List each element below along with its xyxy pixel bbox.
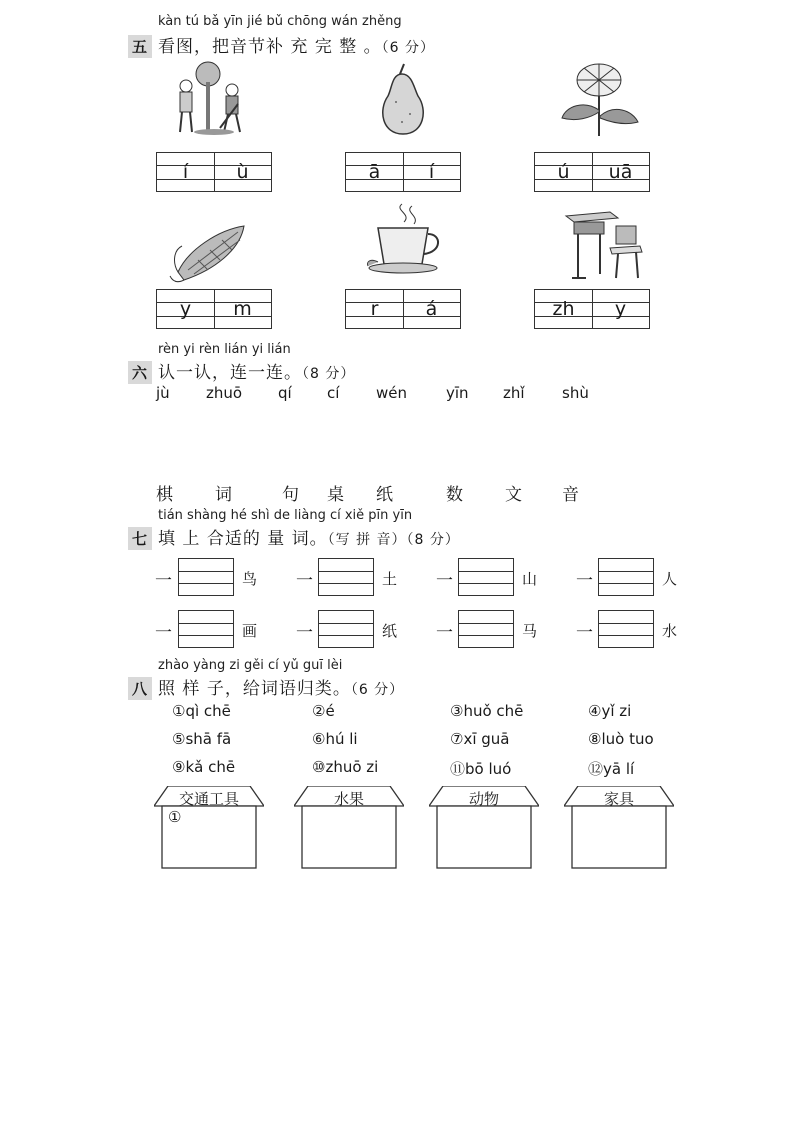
pinyin-grid-4[interactable] [156,289,272,329]
measure-word-box[interactable] [318,610,374,648]
measure-noun: 土 [382,570,398,588]
match-hanzi[interactable]: 纸 [376,485,393,505]
measure-word-box[interactable] [458,610,514,648]
grid-cell: í [182,161,189,183]
corn-icon [168,210,258,286]
category-label: 家具 [603,790,634,808]
match-pinyin[interactable]: zhuō [206,384,243,402]
s6-pinyin: rèn yi rèn lián yi lián [158,342,291,357]
match-pinyin[interactable]: shù [562,384,589,402]
classify-item: ⑨kǎ chē [172,758,236,776]
s5-pinyin: kàn tú bǎ yīn jié bǔ chōng wán zhěng [158,14,402,29]
measure-dash: 一 [436,623,453,643]
measure-dash: 一 [296,623,313,643]
measure-word-box[interactable] [598,610,654,648]
grid-cell: r [370,298,379,320]
pinyin-grid-2[interactable] [345,152,461,192]
s5-title: 看图，把音节补 充 完 整 。 [158,37,382,57]
match-pinyin[interactable]: jù [156,384,170,402]
measure-word-box[interactable] [178,610,234,648]
measure-word-box[interactable] [598,558,654,596]
measure-noun: 鸟 [242,570,258,588]
s7-pinyin: tián shàng hé shì de liàng cí xiě pīn yīn [158,508,413,523]
category-label: 水果 [333,790,364,808]
measure-dash: 一 [576,623,593,643]
measure-dash: 一 [576,571,593,591]
teacup-icon [358,200,448,276]
category-label: 动物 [468,790,499,808]
grid-cell: m [233,298,252,320]
category-label: 交通工具 [178,790,239,808]
measure-noun: 水 [662,622,678,640]
match-hanzi[interactable]: 音 [562,485,579,505]
classify-item: ②é [312,702,335,720]
match-pinyin[interactable]: zhǐ [503,384,525,402]
measure-word-box[interactable] [458,558,514,596]
classify-item: ③huǒ chē [450,702,524,720]
grid-cell: y [179,298,192,320]
grid-cell: zh [552,298,575,320]
classify-item: ⑥hú li [312,730,358,748]
grid-cell: ú [557,161,570,183]
s5-points: （6 分） [381,40,435,56]
match-hanzi[interactable]: 句 [282,485,299,505]
measure-noun: 画 [242,622,258,640]
s8-title: 照 样 子，给词语归类。 [158,679,351,699]
measure-dash: 一 [155,571,172,591]
pinyin-grid-6[interactable] [534,289,650,329]
match-hanzi[interactable]: 词 [215,485,232,505]
measure-noun: 人 [662,570,678,588]
match-pinyin[interactable]: cí [327,384,340,402]
match-pinyin[interactable]: qí [278,384,292,402]
grid-cell: í [428,161,435,183]
classify-item: ④yǐ zi [588,702,632,720]
chrysanthemum-icon [554,60,644,136]
classify-item: ⑪bō luó [450,760,512,778]
s8-title-line [128,674,404,700]
children-planting-tree-icon [168,60,258,136]
grid-cell: uā [608,161,633,183]
s6-title-line [128,358,355,384]
grid-cell: ā [368,161,381,183]
category-example: ① [168,808,182,826]
match-pinyin[interactable]: wén [376,384,408,402]
s5-title-line [128,32,435,58]
measure-noun: 纸 [382,622,398,640]
s7-badge: 七 [128,527,152,550]
match-hanzi[interactable]: 桌 [327,485,344,505]
s8-badge: 八 [128,677,152,700]
measure-dash: 一 [155,623,172,643]
measure-noun: 山 [522,570,538,588]
measure-dash: 一 [296,571,313,591]
match-hanzi[interactable]: 棋 [156,485,173,505]
s7-title: 填 上 合适的 量 词。 [158,529,328,549]
classify-item: ⑩zhuō zi [312,758,379,776]
pinyin-grid-1[interactable] [156,152,272,192]
grid-cell: ù [236,161,249,183]
s6-points: （8 分） [302,366,356,382]
measure-word-box[interactable] [318,558,374,596]
s7-title-line [128,524,460,550]
classify-item: ⑦xī guā [450,730,510,748]
match-pinyin[interactable]: yīn [446,384,469,402]
pinyin-grid-3[interactable] [534,152,650,192]
s8-points: （6 分） [350,682,405,698]
s7-points: （8 分） [406,532,460,548]
pear-icon [358,62,448,138]
s6-badge: 六 [128,361,152,384]
grid-cell: y [614,298,627,320]
classify-item: ⑧luò tuo [588,730,654,748]
classify-item: ⑫yā lí [588,760,635,778]
measure-word-box[interactable] [178,558,234,596]
match-hanzi[interactable]: 数 [446,485,463,505]
s8-pinyin: zhào yàng zi gěi cí yǔ guī lèi [158,658,343,673]
classify-item: ①qì chē [172,702,231,720]
desk-chair-icon [560,206,650,282]
measure-dash: 一 [436,571,453,591]
grid-cell: á [425,298,438,320]
classify-item: ⑤shā fā [172,730,232,748]
s6-title: 认一认，连一连。 [158,363,303,383]
match-hanzi[interactable]: 文 [505,485,522,505]
s5-badge: 五 [128,35,152,58]
measure-noun: 马 [522,622,538,640]
s7-note: （写 拼 音） [327,532,407,548]
pinyin-grid-5[interactable] [345,289,461,329]
